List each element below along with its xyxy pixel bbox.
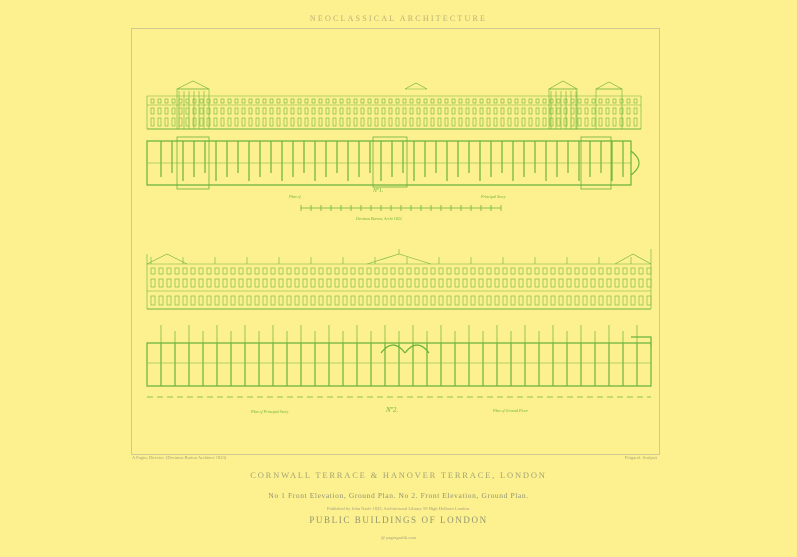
website-credit: @ pagesgrafik.com	[380, 535, 417, 540]
fig2-elevation	[147, 249, 651, 309]
publisher-line: Published by John Nasle 1825, Architectural Library 59 High Holborn London.	[327, 506, 470, 511]
fig2-plan-left-label: Plan of Principal Story	[251, 409, 289, 414]
plate-credit-left: A Pugin, Director. (Decimus Burton Architect 1823)	[132, 455, 227, 460]
fig1-number: Nº1.	[373, 188, 384, 194]
engraving-plate	[131, 28, 660, 455]
fig2-ground-plan	[147, 325, 651, 397]
fig1-plan-left-label: Plan of	[289, 194, 301, 199]
plate-credit-right: Fittgarol. Sculpsit	[624, 455, 657, 460]
fig1-ground-plan	[147, 137, 639, 189]
fig2-plan-right-label: Plan of Ground Floor	[493, 408, 529, 413]
plate-title: CORNWALL TERRACE & HANOVER TERRACE, LONDON	[250, 470, 547, 480]
fig1-elevation	[147, 81, 641, 129]
plate-subtitle: No 1 Front Elevation, Ground Plan. No 2. Front Elevation, Ground Plan.	[268, 491, 529, 500]
architectural-drawing	[132, 29, 659, 454]
header-title: NEOCLASSICAL ARCHITECTURE	[309, 14, 488, 23]
series-title: PUBLIC BUILDINGS OF LONDON	[309, 515, 488, 525]
fig1-scale-caption: Decimus Burton, Archt 1822	[356, 216, 402, 221]
fig2-number: Nº2.	[386, 406, 399, 414]
fig1-scale-bar	[301, 205, 501, 211]
fig1-plan-right-label: Principal Story	[481, 194, 506, 199]
